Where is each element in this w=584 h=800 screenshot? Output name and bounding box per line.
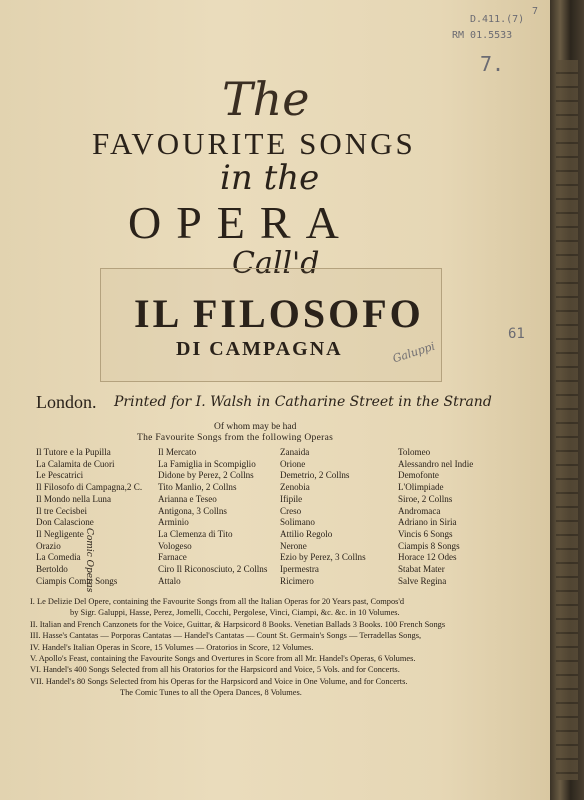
title-favourite-songs: FAVOURITE SONGS [92, 126, 416, 161]
list-item: Il Mondo nella Luna [36, 493, 112, 504]
page-edges [556, 60, 578, 780]
title-the: The [222, 72, 310, 126]
opera-list-column-2 [158, 447, 267, 587]
advert-line: V. Apollo's Feast, containing the Favourite Songs and Overtures in Score from all Mr. Handel's Operas, 6 Volumes. [30, 654, 416, 664]
advert-line: VI. Handel's 400 Songs Selected from all his Oratorios for the Harpsicord and Voice, 5 Vols. and for Concerts. [30, 665, 400, 675]
list-item: Zenobia [280, 482, 310, 493]
list-item: Arianna e Teseo [158, 493, 217, 504]
list-item: Il tre Cecisbei [36, 505, 88, 516]
list-item: La Famiglia in Scompiglio [158, 458, 256, 469]
list-item: Demetrio, 2 Collns [280, 470, 350, 481]
list-item: Stabat Mater [398, 564, 445, 575]
list-item: Vincis 6 Songs [398, 528, 453, 539]
list-item: Siroe, 2 Collns [398, 493, 453, 504]
catalogue-heading-2: The Favourite Songs from the following Operas [137, 433, 334, 443]
list-item: Zanaida [280, 447, 310, 457]
list-item: Attilio Regolo [280, 528, 333, 539]
list-item: Didone by Perez, 2 Collns [158, 470, 254, 481]
list-item: Tolomeo [398, 447, 431, 457]
list-item: Nerone [280, 540, 307, 551]
list-item: Alessandro nel Indie [398, 458, 474, 469]
comic-operas-label: Comic Operas [84, 528, 94, 593]
advert-line: II. Italian and French Canzonets for the Voice, Guittar, & Harpsicord 8 Books. Venetian Ballads 3 Books. 100 French Songs [30, 619, 446, 629]
list-item: Attalo [158, 575, 181, 586]
list-item: Ricimero [280, 575, 314, 586]
pencil-number: 7. [480, 52, 505, 76]
advert-line: IV. Handel's Italian Operas in Score, 15 Volumes — Oratorios in Score, 12 Volumes. [30, 642, 314, 652]
catalog-mark-1: D.411.(7) [470, 14, 525, 25]
advert-line: I. Le Delizie Del Opere, containing the Favourite Songs from all the Italian Operas for 20 Years past, Compos'd [30, 597, 405, 606]
list-item: Il Filosofo di Campagna,2 C. [36, 482, 143, 493]
title-in-the: in the [220, 158, 320, 198]
list-item: Ifipile [280, 493, 303, 504]
list-item: Bertoldo [36, 564, 68, 575]
list-item: Ezio by Perez, 3 Collns [280, 552, 366, 563]
list-item: Il Mercato [158, 447, 197, 457]
list-item: L'Olimpiade [398, 482, 444, 493]
page-number-mark: 7 [532, 6, 539, 17]
list-item: La Calamita de Cuori [36, 458, 115, 469]
list-item: La Comedia [36, 552, 81, 563]
advert-line: VII. Handel's 80 Songs Selected from his Operas for the Harpsicord and Voice in One Volume, and for Concerts. [30, 676, 408, 686]
opera-list-column-1 [36, 447, 142, 587]
list-item: Ciro Il Riconosciuto, 2 Collns [158, 564, 268, 575]
advertisement-list [30, 596, 520, 699]
list-item: Il Negligente [36, 528, 84, 539]
list-item: Demofonte [398, 470, 439, 481]
list-item: Orione [280, 458, 306, 469]
advert-line: III. Hasse's Cantatas — Porporas Cantatas — Handel's Cantatas — Count St. Germain's Songs — Terradellas Songs, [30, 631, 422, 641]
advert-line: by Sigr. Galuppi, Hasse, Perez, Jomelli, Cocchi, Pergolese, Vinci, Ciampi, &c. &c. in 10 Volumes. [70, 608, 400, 618]
list-item: Vologeso [158, 540, 192, 551]
margin-number: 61 [508, 326, 525, 342]
list-item: Le Pescatrici [36, 470, 84, 481]
advert-line: The Comic Tunes to all the Opera Dances, 8 Volumes. [120, 688, 302, 698]
catalog-mark-2: RM 01.5533 [452, 30, 513, 41]
imprint-london: London. [36, 392, 97, 412]
list-item: Creso [280, 505, 302, 516]
title-il-filosofo: IL FILOSOFO [134, 291, 424, 336]
list-item: Il Tutore e la Pupilla [36, 447, 111, 457]
margin-note: Galuppi [391, 339, 437, 366]
title-opera: OPERA [128, 197, 354, 248]
list-item: Farnace [158, 552, 187, 563]
list-item: Andromaca [398, 505, 441, 516]
list-item: Antigona, 3 Collns [158, 505, 227, 516]
list-item: Adriano in Siria [398, 517, 457, 528]
opera-list-column-4 [398, 447, 473, 587]
list-item: Horace 12 Odes [398, 552, 457, 563]
opera-list-column-3 [280, 447, 366, 587]
title-di-campagna: DI CAMPAGNA [176, 338, 343, 360]
imprint-printed: Printed for I. Walsh in Catharine Street in the Strand [114, 394, 492, 410]
list-item: Solimano [280, 517, 315, 528]
list-item: Ipermestra [280, 564, 319, 575]
list-item: Arminio [158, 517, 189, 528]
list-item: Tito Manlio, 2 Collns [158, 482, 237, 493]
list-item: Don Calascione [36, 517, 94, 528]
list-item: Salve Regina [398, 575, 447, 586]
title-calld: Call'd [232, 246, 320, 281]
catalogue-heading-1: Of whom may be had [214, 422, 297, 432]
list-item: Orazio [36, 540, 61, 551]
list-item: La Clemenza di Tito [158, 528, 233, 539]
list-item: Ciampis Comic Songs [36, 575, 118, 586]
list-item: Ciampis 8 Songs [398, 540, 460, 551]
